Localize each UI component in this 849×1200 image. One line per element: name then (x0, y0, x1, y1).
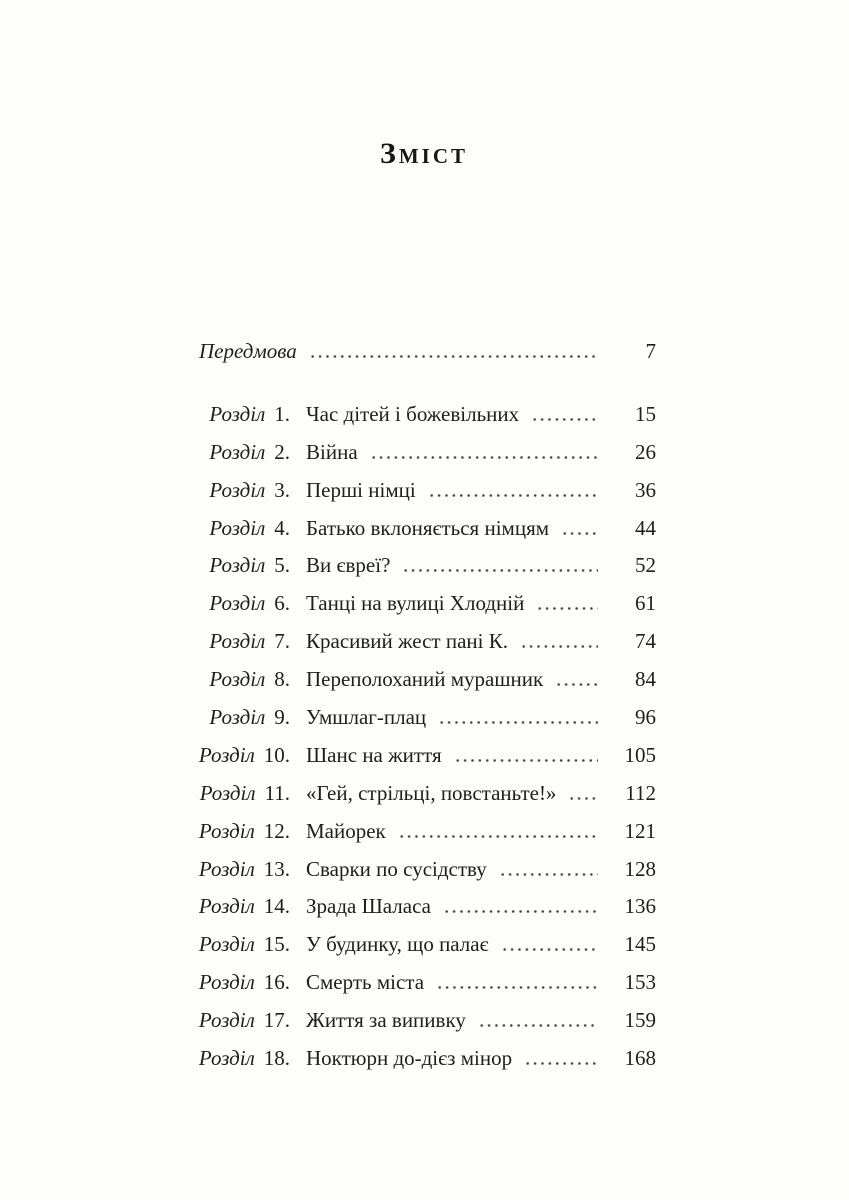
page-number: 74 (635, 629, 656, 654)
chapter-label (192, 396, 290, 434)
chapter-label (192, 699, 290, 737)
chapter-label (192, 585, 290, 623)
chapter-title: Шанс на життя (306, 742, 442, 767)
chapter-title: Смерть міста (306, 970, 425, 995)
chapter-title: Танці на вулиці Хлодній (306, 591, 525, 616)
toc-content (192, 0, 656, 1078)
dot-leader (436, 986, 598, 989)
chapter-label (192, 472, 290, 510)
dot-leader (501, 948, 598, 951)
chapter-title: Час дітей і божевільних (306, 401, 520, 426)
preface-label: Передмова (199, 339, 297, 363)
toc-preface-row (192, 333, 656, 371)
dot-leader (402, 569, 598, 572)
chapter-title: Умшлаг-плац (306, 705, 427, 730)
page-number: 136 (624, 894, 656, 919)
page-number: 121 (624, 818, 656, 843)
chapter-word: Розділ (198, 856, 255, 881)
chapter-number: 12. (263, 818, 290, 843)
toc-row (192, 888, 656, 926)
chapter-label (192, 547, 290, 585)
chapter-number: 9. (274, 705, 290, 730)
chapter-number: 17. (263, 1008, 290, 1033)
chapter-label (192, 775, 290, 813)
chapter-label (192, 813, 290, 851)
chapter-label (192, 1002, 290, 1040)
toc-list (192, 396, 656, 1078)
toc-row (192, 813, 656, 851)
toc-row (192, 775, 656, 813)
chapter-number: 3. (274, 477, 290, 502)
dot-leader (443, 910, 598, 913)
chapter-title: Батько вклоняється німцям (306, 515, 550, 540)
dot-leader (478, 1024, 598, 1027)
page-title: Зміст (379, 137, 468, 170)
dot-leader (568, 797, 598, 800)
page-number: 159 (624, 1008, 656, 1033)
page-number: 112 (625, 780, 656, 805)
chapter-word: Розділ (198, 1008, 255, 1033)
chapter-number: 13. (263, 856, 290, 881)
chapter-label (192, 434, 290, 472)
chapter-title: Ноктюрн до-дієз мінор (306, 1046, 513, 1071)
page-number: 7 (645, 339, 656, 363)
chapter-word: Розділ (198, 970, 255, 995)
chapter-title: Красивий жест пані К. (306, 629, 508, 654)
toc-row (192, 623, 656, 661)
page-number: 96 (635, 705, 656, 730)
chapter-label (192, 737, 290, 775)
chapter-title: Життя за випивку (306, 1008, 466, 1033)
page-number: 61 (635, 591, 656, 616)
chapter-label (192, 510, 290, 548)
toc-row (192, 547, 656, 585)
toc-row (192, 1002, 656, 1040)
dot-leader (438, 721, 598, 724)
chapter-number: 6. (274, 591, 290, 616)
chapter-number: 7. (274, 629, 290, 654)
toc-row (192, 851, 656, 889)
page-number: 52 (635, 553, 656, 578)
page-number: 44 (635, 515, 656, 540)
chapter-word: Розділ (209, 591, 266, 616)
dot-leader (428, 494, 598, 497)
chapter-label (192, 964, 290, 1002)
toc-row (192, 1040, 656, 1078)
page-number: 128 (624, 856, 656, 881)
chapter-word: Розділ (209, 553, 266, 578)
dot-leader (398, 835, 598, 838)
chapter-word: Розділ (199, 780, 256, 805)
chapter-label (192, 851, 290, 889)
chapter-word: Розділ (209, 515, 266, 540)
chapter-label (192, 926, 290, 964)
toc-row (192, 699, 656, 737)
chapter-word: Розділ (209, 477, 266, 502)
chapter-title: Війна (306, 439, 358, 464)
page-number: 26 (635, 439, 656, 464)
chapter-word: Розділ (198, 818, 255, 843)
dot-leader (520, 645, 598, 648)
dot-leader (309, 355, 598, 358)
chapter-number: 2. (274, 439, 290, 464)
chapter-number: 5. (274, 553, 290, 578)
chapter-number: 16. (263, 970, 290, 995)
chapter-word: Розділ (209, 705, 266, 730)
chapter-title: Переполоханий мурашник (306, 667, 544, 692)
toc-row (192, 926, 656, 964)
chapter-number: 1. (274, 401, 290, 426)
dot-leader (524, 1062, 598, 1065)
toc-row (192, 472, 656, 510)
dot-leader (454, 759, 598, 762)
chapter-number: 11. (264, 780, 290, 805)
chapter-word: Розділ (198, 742, 255, 767)
chapter-label (192, 623, 290, 661)
page-number: 36 (635, 477, 656, 502)
page-number: 153 (624, 970, 656, 995)
chapter-number: 4. (274, 515, 290, 540)
toc-row (192, 585, 656, 623)
chapter-title: Зрада Шаласа (306, 894, 431, 919)
chapter-title: У будинку, що палає (306, 932, 489, 957)
toc-row (192, 434, 656, 472)
toc-row (192, 964, 656, 1002)
chapter-word: Розділ (198, 1046, 255, 1071)
toc-row (192, 737, 656, 775)
chapter-word: Розділ (198, 894, 255, 919)
page-number: 145 (624, 932, 656, 957)
toc-row (192, 396, 656, 434)
chapter-number: 18. (263, 1046, 290, 1071)
chapter-label (192, 1040, 290, 1078)
chapter-word: Розділ (209, 667, 266, 692)
chapter-number: 8. (274, 667, 290, 692)
chapter-title: Сварки по сусідству (306, 856, 487, 881)
dot-leader (531, 418, 598, 421)
dot-leader (370, 456, 598, 459)
dot-leader (561, 532, 598, 535)
toc-row (192, 661, 656, 699)
chapter-label (192, 888, 290, 926)
chapter-word: Розділ (209, 401, 266, 426)
chapter-title: Перші німці (306, 477, 416, 502)
chapter-word: Розділ (209, 439, 266, 464)
chapter-number: 14. (263, 894, 290, 919)
toc-row (192, 510, 656, 548)
page-number: 15 (635, 401, 656, 426)
chapter-label (192, 661, 290, 699)
chapter-word: Розділ (209, 629, 266, 654)
chapter-title: Ви євреї? (306, 553, 391, 578)
chapter-title: «Гей, стрільці, повстаньте!» (306, 780, 557, 805)
dot-leader (536, 607, 598, 610)
chapter-number: 10. (263, 742, 290, 767)
chapter-word: Розділ (198, 932, 255, 957)
dot-leader (555, 683, 598, 686)
chapter-number: 15. (263, 932, 290, 957)
page-number: 105 (624, 742, 656, 767)
page-number: 84 (635, 667, 656, 692)
page-number: 168 (624, 1046, 656, 1071)
dot-leader (499, 873, 598, 876)
chapter-title: Майорек (306, 818, 386, 843)
